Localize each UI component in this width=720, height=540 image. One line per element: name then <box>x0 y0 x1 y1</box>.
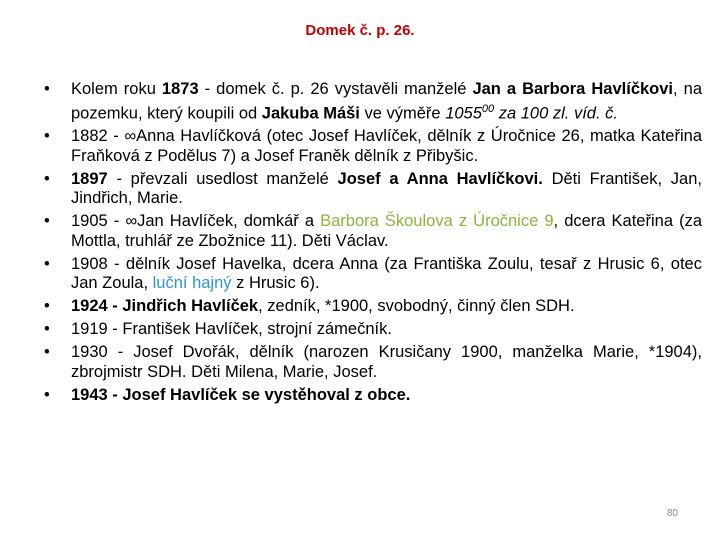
page-number: 80 <box>666 508 678 519</box>
bullet-icon: • <box>44 297 50 315</box>
bullet-icon: • <box>44 80 50 98</box>
list-item: • Kolem roku 1873 - domek č. p. 26 vystavěli manželé Jan a Barbora Havlíčkovi, na pozemku, který koupili od Jakuba Máši ve výměře 1055$^{00}$ za 100 zl. víd. č. <box>44 80 702 122</box>
bullet-icon: • <box>44 127 50 145</box>
list-item: • 1919 - František Havlíček, strojní zámečník. <box>44 320 392 338</box>
list-item: • 1908 - dělník Josef Havelka, dcera Anna (za Františka Zoulu, tesař z Hrusic 6, otec Jan Zoula, luční hajný z Hrusic 6). <box>44 254 702 292</box>
bullet-list <box>44 80 702 409</box>
list-item: • 1882 - ∞Anna Havlíčková (otec Josef Havlíček, dělník z Úročnice 26, matka Kateřina Fraňková z Podělus 7) a Josef Franěk dělník z Přibyšic. <box>44 127 702 165</box>
list-item: • 1943 - Josef Havlíček se vystěhoval z obce. <box>44 385 411 404</box>
bullet-icon: • <box>44 343 50 361</box>
list-item: • 1930 - Josef Dvořák, dělník (narozen Krusičany 1900, manželka Marie, *1904), zbrojmistr SDH. Děti Milena, Marie, Josef. <box>44 343 702 381</box>
bullet-icon: • <box>44 169 50 188</box>
list-item: • 1905 - ∞Jan Havlíček, domkář a Barbora Škoulova z Úročnice 9, dcera Kateřina (za Mottla, truhlář ze Zbožnice 11). Děti Václav. <box>44 212 703 250</box>
page-title: Domek č. p. 26. <box>305 22 415 39</box>
list-item: • 1924 - Jindřich Havlíček, zedník, *1900, svobodný, činný člen SDH. <box>44 297 575 315</box>
bullet-icon: • <box>44 320 50 338</box>
bullet-icon: • <box>44 212 50 230</box>
bullet-icon: • <box>44 254 50 273</box>
list-item: • 1897 - převzali usedlost manželé Josef a Anna Havlíčkovi. Děti František, Jan, Jindřich, Marie. <box>44 169 702 207</box>
bullet-icon: • <box>44 385 50 404</box>
